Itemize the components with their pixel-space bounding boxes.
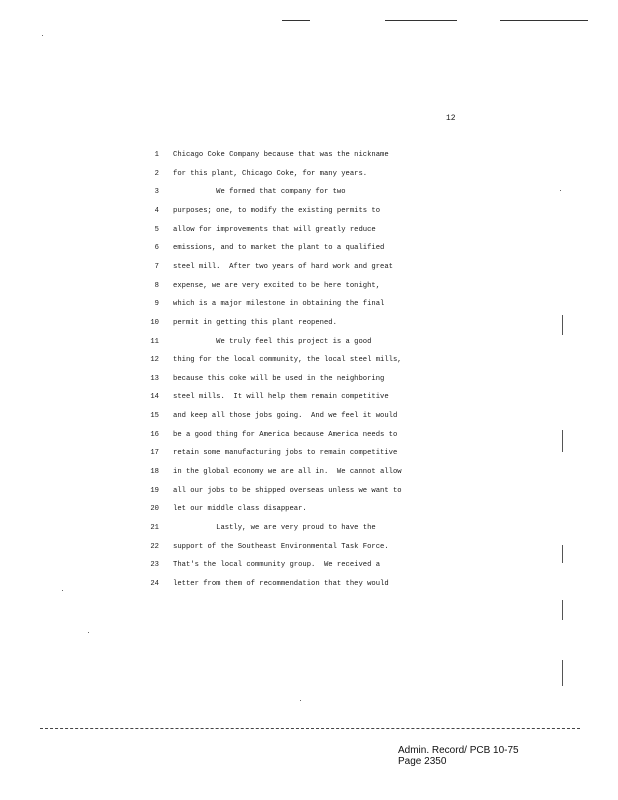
- line-text: thing for the local community, the local steel mills,: [173, 356, 402, 365]
- line-number: 4: [154, 206, 159, 215]
- line-number: 11: [150, 337, 159, 346]
- line-number: 21: [150, 524, 159, 532]
- line-text: steel mill. After two years of hard work and great: [173, 262, 393, 271]
- line-text: Chicago Coke Company because that was the nickname: [173, 151, 389, 159]
- line-text: letter from them of recommendation that they would: [173, 579, 389, 588]
- transcript-line: [143, 337, 443, 355]
- margin-mark: [562, 600, 563, 620]
- margin-mark: [562, 660, 563, 686]
- line-text: be a good thing for America because America needs to: [173, 430, 398, 439]
- margin-mark: [562, 545, 563, 563]
- transcript-line: [143, 262, 443, 280]
- line-number: 22: [150, 542, 159, 551]
- footer-page: Page 2350: [398, 756, 447, 767]
- line-text: in the global economy we are all in. We cannot allow: [173, 468, 402, 477]
- line-number: 8: [154, 281, 159, 290]
- line-number: 24: [150, 579, 159, 588]
- transcript-line: [143, 169, 443, 187]
- footer: [398, 745, 519, 767]
- line-text: all our jobs to be shipped overseas unless we want to: [173, 486, 402, 495]
- scan-speck: [560, 190, 561, 191]
- transcript-line: [143, 225, 443, 243]
- line-number: 1: [154, 151, 159, 159]
- line-text: That's the local community group. We received a: [173, 561, 381, 570]
- transcript-line: [143, 355, 443, 373]
- transcript-line: [143, 206, 443, 224]
- scan-speck: [88, 632, 89, 633]
- line-number: 12: [150, 356, 159, 365]
- scan-speck: [62, 590, 63, 591]
- line-number: 14: [150, 393, 159, 402]
- transcript-line: [143, 243, 443, 261]
- line-number: 2: [154, 169, 159, 178]
- margin-mark: [562, 430, 563, 452]
- footer-record: Admin. Record/ PCB 10-75: [398, 745, 519, 756]
- line-text: Lastly, we are very proud to have the: [173, 524, 376, 532]
- transcript-line: [143, 560, 443, 578]
- transcript-line: [143, 411, 443, 429]
- margin-mark: [562, 315, 563, 335]
- line-number: 17: [150, 449, 159, 458]
- scan-speck: [300, 700, 301, 701]
- line-text: support of the Southeast Environmental Task Force.: [173, 542, 389, 551]
- line-text: which is a major milestone in obtaining the final: [173, 300, 385, 309]
- line-number: 9: [154, 300, 159, 309]
- transcript-line: [143, 486, 443, 504]
- line-text: because this coke will be used in the neighboring: [173, 374, 385, 383]
- line-number: 20: [150, 505, 159, 514]
- line-text: expense, we are very excited to be here tonight,: [173, 281, 381, 290]
- line-text: purposes; one, to modify the existing permits to: [173, 206, 381, 215]
- transcript-line: [143, 523, 443, 541]
- transcript-line: [143, 187, 443, 205]
- transcript-line: [143, 281, 443, 299]
- line-number: 6: [154, 244, 159, 253]
- line-text: let our middle class disappear.: [173, 505, 307, 514]
- scan-speck: [42, 35, 43, 36]
- line-text: steel mills. It will help them remain competitive: [173, 393, 389, 402]
- transcript-line: [143, 467, 443, 485]
- line-number: 23: [150, 561, 159, 570]
- line-number: 15: [150, 412, 159, 421]
- transcript-line: [143, 318, 443, 336]
- scan-artifact-top-line: [282, 20, 310, 21]
- transcript-line: [143, 579, 443, 597]
- footer-rule: [40, 728, 580, 729]
- scan-artifact-top-line: [500, 20, 588, 21]
- line-number: 3: [154, 188, 159, 197]
- line-number: 13: [150, 374, 159, 383]
- transcript-line: [143, 392, 443, 410]
- transcript-line: [143, 448, 443, 466]
- line-text: retain some manufacturing jobs to remain competitive: [173, 449, 398, 458]
- transcript-line: [143, 504, 443, 522]
- line-text: We formed that company for two: [173, 188, 346, 197]
- line-number: 10: [150, 318, 159, 327]
- page-number: 12: [446, 114, 456, 123]
- line-text: We truly feel this project is a good: [173, 337, 372, 346]
- transcript-line: [143, 299, 443, 317]
- line-text: allow for improvements that will greatly reduce: [173, 225, 376, 234]
- line-text: emissions, and to market the plant to a qualified: [173, 244, 385, 253]
- transcript-line: [143, 430, 443, 448]
- line-text: permit in getting this plant reopened.: [173, 318, 337, 327]
- transcript-line: [143, 150, 443, 168]
- line-number: 5: [154, 225, 159, 234]
- transcript-line: [143, 542, 443, 560]
- line-number: 7: [154, 262, 159, 271]
- line-number: 19: [150, 486, 159, 495]
- line-text: for this plant, Chicago Coke, for many years.: [173, 169, 368, 178]
- line-number: 18: [150, 468, 159, 477]
- transcript-line: [143, 374, 443, 392]
- scan-artifact-top-line: [385, 20, 457, 21]
- line-number: 16: [150, 430, 159, 439]
- line-text: and keep all those jobs going. And we feel it would: [173, 412, 398, 421]
